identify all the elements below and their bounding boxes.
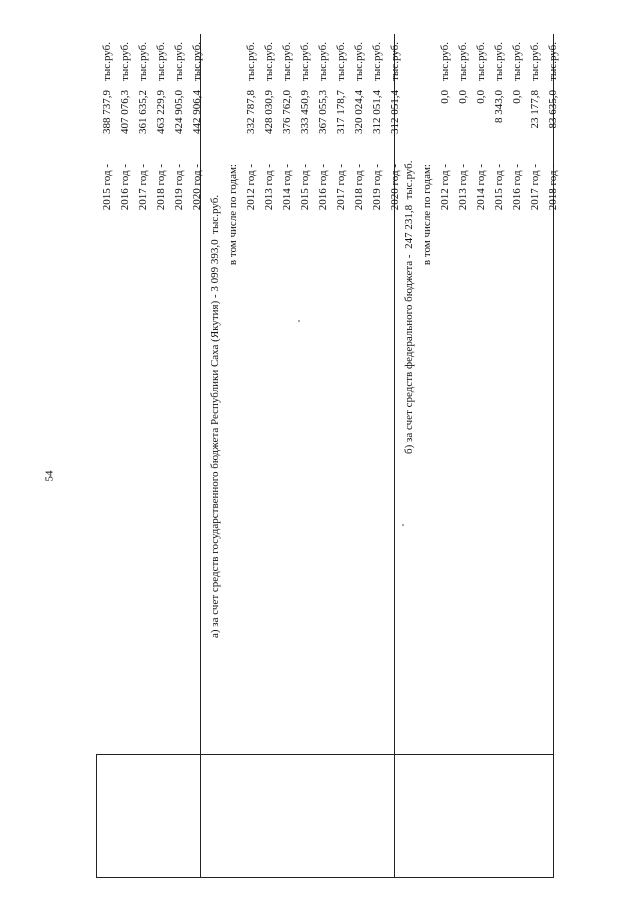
list-item: 2016 год -367 055,3тыс.руб. xyxy=(317,42,329,211)
list-item: 2017 год -317 178,7тыс.руб. xyxy=(335,42,347,211)
section-a-title-row xyxy=(206,164,224,638)
list-item: 2018 год -463 229,9тыс.руб. xyxy=(155,42,167,211)
continuation-block xyxy=(98,42,206,238)
list-item: 2018 год -320 024,4тыс.руб. xyxy=(353,42,365,211)
section-b-total-unit: тыс.руб. xyxy=(403,160,415,200)
list-item: 2017 год -361 635,2тыс.руб. xyxy=(137,42,149,211)
section-a-rows xyxy=(242,42,404,238)
section-b xyxy=(400,161,436,455)
list-item: 2016 год -0,0тыс.руб. xyxy=(511,42,523,211)
list-item: 2015 год -388 737,9тыс.руб. xyxy=(101,42,113,211)
section-b-subtitle: в том числе по годам: xyxy=(421,164,433,266)
scan-speck xyxy=(402,524,404,526)
section-a-title: а) за счет средств государственного бюджета Республики Саха (Якутия) - xyxy=(209,294,221,638)
list-item: 2013 год -0,0тыс.руб. xyxy=(457,42,469,211)
list-item: 2015 год -333 450,9тыс.руб. xyxy=(299,42,311,211)
section-b-title: б) за счет средств федерального бюджета - xyxy=(403,254,415,454)
section-a-subtitle: в том числе по годам: xyxy=(227,164,239,266)
scan-speck xyxy=(298,320,300,322)
list-item: 2012 год -0,0тыс.руб. xyxy=(439,42,451,211)
list-item: 2015 год -8 343,0тыс.руб. xyxy=(493,42,505,211)
list-item: 2020 год -442 906,4тыс.руб. xyxy=(191,42,203,211)
list-item: 2013 год -428 030,9тыс.руб. xyxy=(263,42,275,211)
section-b-rows xyxy=(436,42,562,238)
section-a-total-unit: тыс.руб. xyxy=(209,194,221,234)
rotated-content xyxy=(96,34,559,878)
section-a-total: 3 099 393,0 xyxy=(209,239,221,292)
section-b-title-row xyxy=(400,161,418,455)
list-item: 2014 год -376 762,0тыс.руб. xyxy=(281,42,293,211)
page-number: 54 xyxy=(43,470,56,482)
list-item: 2014 год -0,0тыс.руб. xyxy=(475,42,487,211)
list-item: 2012 год -332 787,8тыс.руб. xyxy=(245,42,257,211)
table-frame xyxy=(96,34,559,878)
list-item: 2019 год -312 051,4тыс.руб. xyxy=(371,42,383,211)
list-item: 2020 год -312 051,4тыс.руб. xyxy=(389,42,401,211)
list-item: 2019 год -424 905,0тыс.руб. xyxy=(173,42,185,211)
list-item: 2016 год -407 076,3тыс.руб. xyxy=(119,42,131,211)
section-a xyxy=(206,164,242,638)
list-item: 2018 год -83 635,0тыс.руб. xyxy=(547,42,559,211)
list-item: 2017 год -23 177,8тыс.руб. xyxy=(529,42,541,211)
section-b-total: 247 231,8 xyxy=(403,204,415,249)
